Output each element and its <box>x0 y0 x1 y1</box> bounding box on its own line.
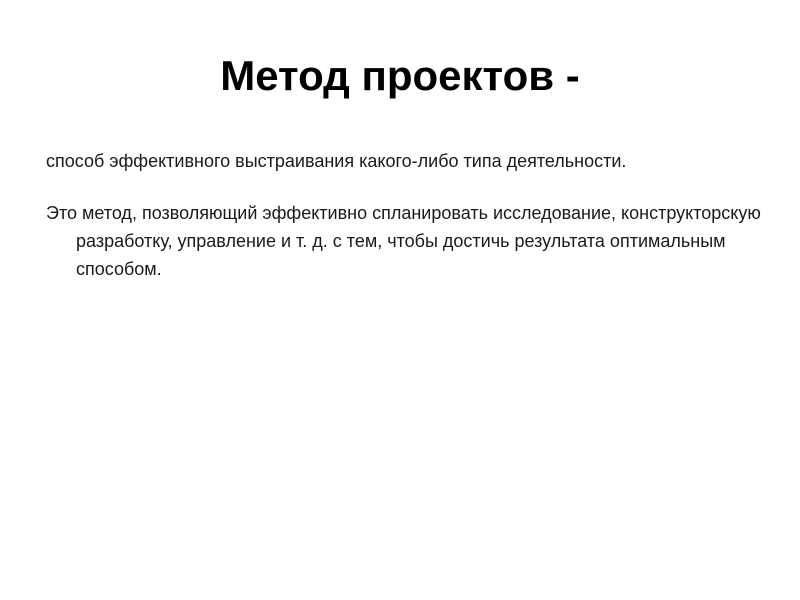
slide-title: Метод проектов - <box>220 52 580 99</box>
slide-body <box>46 147 766 307</box>
paragraph-explanation: Это метод, позволяющий эффективно спланировать исследование, конструкторскую разработку, управление и т. д. с тем, чтобы достичь результата оптимальным способом. <box>46 203 761 279</box>
paragraph-definition: способ эффективного выстраивания какого-либо типа деятельности. <box>46 151 627 171</box>
